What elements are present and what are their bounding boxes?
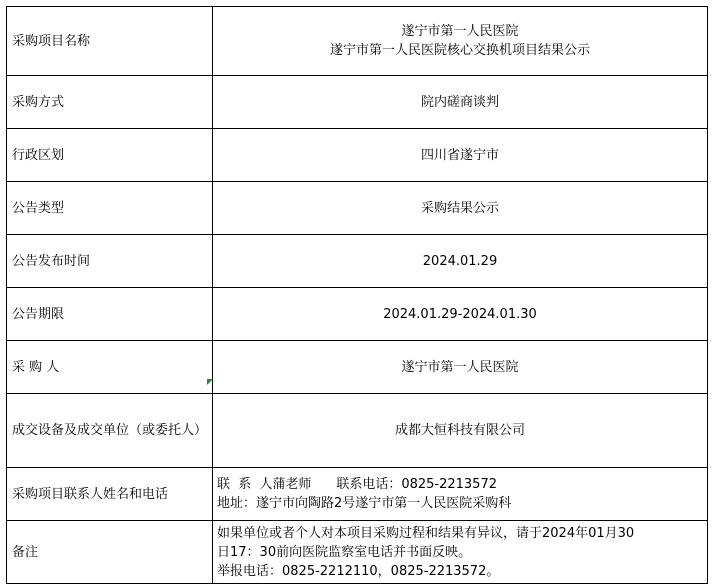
label-publish-time[interactable]: 公告发布时间 — [7, 235, 213, 288]
value-notice-type[interactable]: 采购结果公示 — [213, 182, 708, 235]
label-project-name[interactable]: 采购项目名称 — [7, 7, 213, 76]
comment-indicator-icon — [207, 379, 213, 385]
row-remarks — [7, 521, 708, 584]
row-period — [7, 288, 708, 341]
row-publish-time — [7, 235, 708, 288]
value-publish-time[interactable]: 2024.01.29 — [213, 235, 708, 288]
row-purchaser — [7, 341, 708, 394]
result-notice-table — [6, 6, 708, 584]
remarks-line-1: 如果单位或者个人对本项目采购过程和结果有异议，请于2024年01月30 — [217, 525, 635, 541]
contact-person-phone: 联 系 人蒲老师 联系电话：0825-2213572 — [217, 477, 497, 492]
value-winner[interactable]: 成都大恒科技有限公司 — [213, 394, 708, 468]
value-purchaser[interactable]: 遂宁市第一人民医院 — [213, 341, 708, 394]
contact-address: 地址：遂宁市向陶路2号遂宁市第一人民医院采购科 — [217, 496, 512, 511]
value-method[interactable]: 院内磋商谈判 — [213, 76, 708, 129]
value-remarks[interactable] — [213, 521, 708, 584]
label-notice-type[interactable]: 公告类型 — [7, 182, 213, 235]
project-hospital-name: 遂宁市第一人民医院 — [401, 24, 519, 39]
label-region[interactable]: 行政区划 — [7, 129, 213, 182]
project-title: 遂宁市第一人民医院核心交换机项目结果公示 — [329, 43, 590, 58]
label-method[interactable]: 采购方式 — [7, 76, 213, 129]
label-contact[interactable]: 采购项目联系人姓名和电话 — [7, 468, 213, 521]
remarks-line-3: 举报电话：0825-2212110，0825-2213572。 — [217, 563, 500, 579]
label-winner[interactable]: 成交设备及成交单位（或委托人） — [7, 394, 213, 468]
label-period[interactable]: 公告期限 — [7, 288, 213, 341]
label-purchaser[interactable]: 采 购 人 — [7, 341, 213, 394]
row-notice-type — [7, 182, 708, 235]
row-method — [7, 76, 708, 129]
row-region — [7, 129, 708, 182]
value-project-name[interactable] — [213, 7, 708, 76]
label-remarks[interactable]: 备注 — [7, 521, 213, 584]
row-project-name — [7, 7, 708, 76]
value-region[interactable]: 四川省遂宁市 — [213, 129, 708, 182]
row-winner — [7, 394, 708, 468]
remarks-line-2: 日17：30前向医院监察室电话并书面反映。 — [217, 544, 472, 560]
row-contact — [7, 468, 708, 521]
value-contact[interactable] — [213, 468, 708, 521]
value-period[interactable]: 2024.01.29-2024.01.30 — [213, 288, 708, 341]
